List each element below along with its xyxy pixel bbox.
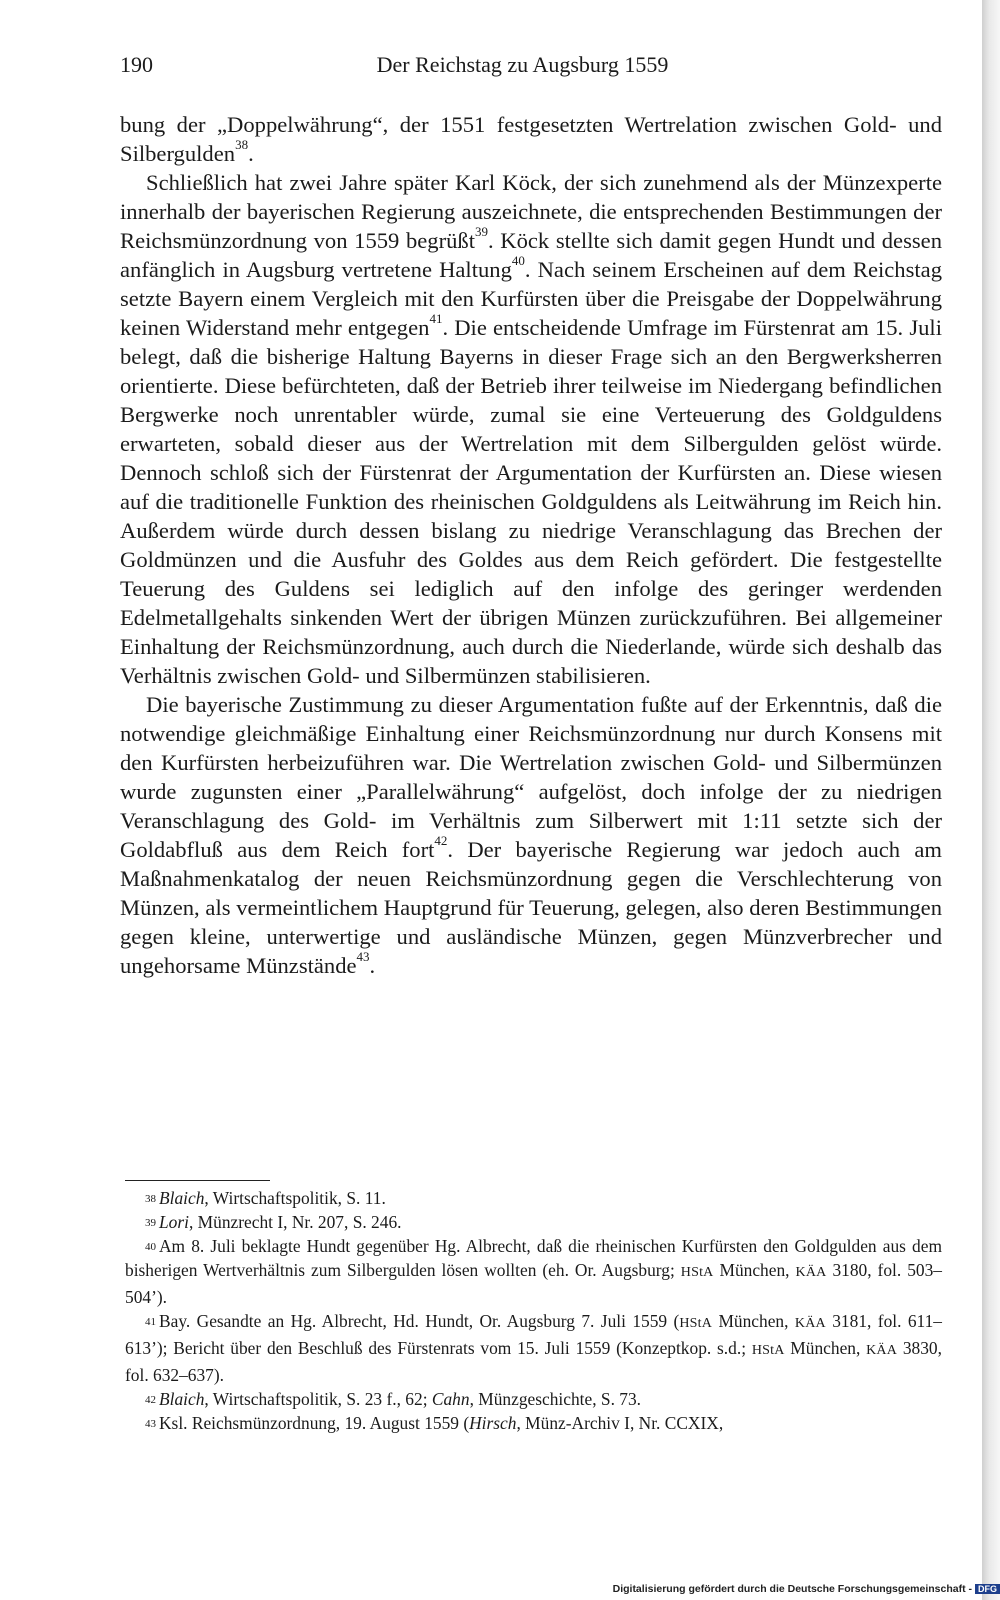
text-run: , Münzgeschichte, S. 73. — [469, 1389, 642, 1409]
footnote-number: 39 — [145, 1217, 156, 1229]
footnote-39 — [125, 1210, 942, 1234]
archive-abbrev: KÄA — [795, 1265, 827, 1280]
text-run: . — [369, 953, 376, 978]
credit-text: Digitalisierung gefördert durch die Deutsche Forschungsgemeinschaft - — [612, 1583, 972, 1595]
text-run: . — [248, 141, 254, 166]
archive-abbrev: KÄA — [866, 1343, 898, 1358]
archive-abbrev: HStA — [751, 1343, 785, 1358]
footnote-40 — [125, 1234, 942, 1309]
text-run: 3830, fol. 632–637). — [125, 1338, 942, 1385]
archive-abbrev: HStA — [680, 1265, 714, 1280]
page-header — [120, 52, 925, 88]
text-run: Schließlich hat zwei Jahre später Karl Köck, der sich zunehmend als der Münzexperte innerhalb der bayerischen Regierung auszeichnete, die entsprechenden Bestimmungen der Reichsmünzordnung von 1559 begrüßt — [120, 170, 942, 253]
text-run: , Münzrecht I, Nr. 207, S. 246. — [188, 1212, 402, 1232]
author-name: Hirsch — [469, 1413, 517, 1433]
text-run: bung der „Doppelwährung“, der 1551 festgesetzten Wertrelation zwischen Gold- und Silbergulden — [120, 112, 942, 166]
paragraph-1 — [120, 110, 942, 168]
text-run: . Nach seinem Erscheinen auf dem Reichstag setzte Bayern einem Vergleich mit den Kurfürsten über die Preisgabe der Doppelwährung keinen Widerstand mehr entgegen — [120, 257, 942, 340]
footnote-ref-38: 38 — [235, 137, 249, 152]
author-name: Blaich — [159, 1389, 205, 1409]
footnote-ref-43: 43 — [356, 949, 370, 964]
author-name: Cahn — [431, 1389, 470, 1409]
text-run: München, — [712, 1311, 795, 1331]
text-run: . Der bayerische Regierung war jedoch auch am Maßnahmenkatalog der neuen Reichsmünzordnung gegen die Verschlechterung von Münzen, als vermeintlichem Hauptgrund für Teuerung, gelegen, also deren Bestimmungen gegen kleine, unterwertige und ausländische Münzen, gegen Münzverbrecher und ungehorsame Münzstände — [120, 837, 942, 978]
dfg-logo: DFG — [975, 1584, 1000, 1594]
footnote-42 — [125, 1387, 942, 1411]
footnote-number: 40 — [145, 1241, 156, 1253]
text-run: Am 8. Juli beklagte Hundt gegenüber Hg. Albrecht, daß die rheinischen Kurfürsten den Goldgulden aus dem bisherigen Wertverhältnis zum Silbergulden lösen wollten (eh. Or. Augsburg; — [125, 1236, 942, 1280]
body-text — [120, 110, 942, 980]
text-run: 3180, fol. 503–504’). — [125, 1260, 942, 1307]
footnote-43 — [125, 1411, 942, 1435]
footnote-38 — [125, 1186, 942, 1210]
archive-abbrev: KÄA — [794, 1316, 826, 1331]
text-run: , Wirtschaftspolitik, S. 23 f., 62; — [204, 1389, 432, 1409]
footnote-ref-40: 40 — [511, 253, 525, 268]
paragraph-2 — [120, 168, 942, 690]
text-run: Die bayerische Zustimmung zu dieser Argumentation fußte auf der Erkenntnis, daß die notwendige gleichmäßige Einhaltung einer Reichsmünzordnung nur durch Konsens mit den Kurfürsten herbeizuführen war. Die Wertrelation zwischen Gold- und Silbermünzen wurde zugunsten einer „Parallelwährung“ aufgelöst, doch infolge der zu niedrigen Veranschlagung des Gold- im Verhältnis zum Silberwert mit 1:11 setzte sich der Goldabfluß aus dem Reich fort — [120, 692, 942, 862]
running-title: Der Reichstag zu Augsburg 1559 — [376, 52, 669, 77]
text-run: Bay. Gesandte an Hg. Albrecht, Hd. Hundt, Or. Augsburg 7. Juli 1559 ( — [159, 1311, 680, 1331]
footnote-number: 43 — [145, 1418, 156, 1430]
text-run: 3181, fol. 611–613’); Bericht über den Beschluß des Fürstenrats vom 15. Juli 1559 (Konzeptkop. s.d.; — [125, 1311, 942, 1358]
footnote-number: 38 — [145, 1193, 156, 1205]
footnote-ref-42: 42 — [434, 833, 448, 848]
footnote-41 — [125, 1309, 942, 1387]
text-run: . Köck stellte sich damit gegen Hundt und dessen anfänglich in Augsburg vertretene Haltung — [120, 228, 942, 282]
footnote-number: 41 — [145, 1316, 156, 1328]
archive-abbrev: HStA — [679, 1316, 713, 1331]
text-run: , Münz-Archiv I, Nr. CCXIX, — [516, 1413, 724, 1433]
text-run: , Wirtschaftspolitik, S. 11. — [204, 1188, 386, 1208]
page-edge — [982, 0, 1000, 1600]
author-name: Blaich — [159, 1188, 205, 1208]
paragraph-3 — [120, 690, 942, 980]
footnote-ref-39: 39 — [474, 224, 488, 239]
footnote-separator — [125, 1180, 270, 1181]
text-run: München, — [713, 1260, 796, 1280]
text-run: Ksl. Reichsmünzordnung, 19. August 1559 ( — [159, 1413, 470, 1433]
text-run: München, — [784, 1338, 867, 1358]
digitization-credit — [596, 1583, 1000, 1600]
author-name: Lori — [159, 1212, 189, 1232]
footnote-number: 42 — [145, 1394, 156, 1406]
page-number: 190 — [120, 52, 153, 77]
text-run: . Die entscheidende Umfrage im Fürstenrat am 15. Juli belegt, daß die bisherige Haltung Bayerns in dieser Frage sich an den Bergwerksherren orientierte. Diese befürchteten, daß der Betrieb ihrer teilweise im Niedergang befindlichen Bergwerke noch unrentabler würde, zumal sie eine Verteuerung des Goldguldens erwarteten, sobald dieser aus der Wertrelation mit dem Silbergulden gelöst würde. Dennoch schloß sich der Fürstenrat der Argumentation der Kurfürsten an. Diese wiesen auf die traditionelle Funktion des rheinischen Goldguldens als Leitwährung im Reich hin. Außerdem würde durch dessen bislang zu niedrige Veranschlagung das Brechen der Goldmünzen und die Ausfuhr des Goldes aus dem Reich gefördert. Die festgestellte Teuerung des Guldens sei lediglich auf den infolge des geringer werdenden Edelmetallgehalts sinkenden Wert der übrigen Münzen zurückzuführen. Bei allgemeiner Einhaltung der Reichsmünzordnung, auch durch die Niederlande, würde sich deshalb das Verhältnis zwischen Gold- und Silbermünzen stabilisieren. — [120, 315, 942, 688]
footnote-ref-41: 41 — [429, 311, 443, 326]
footnotes — [125, 1186, 942, 1435]
